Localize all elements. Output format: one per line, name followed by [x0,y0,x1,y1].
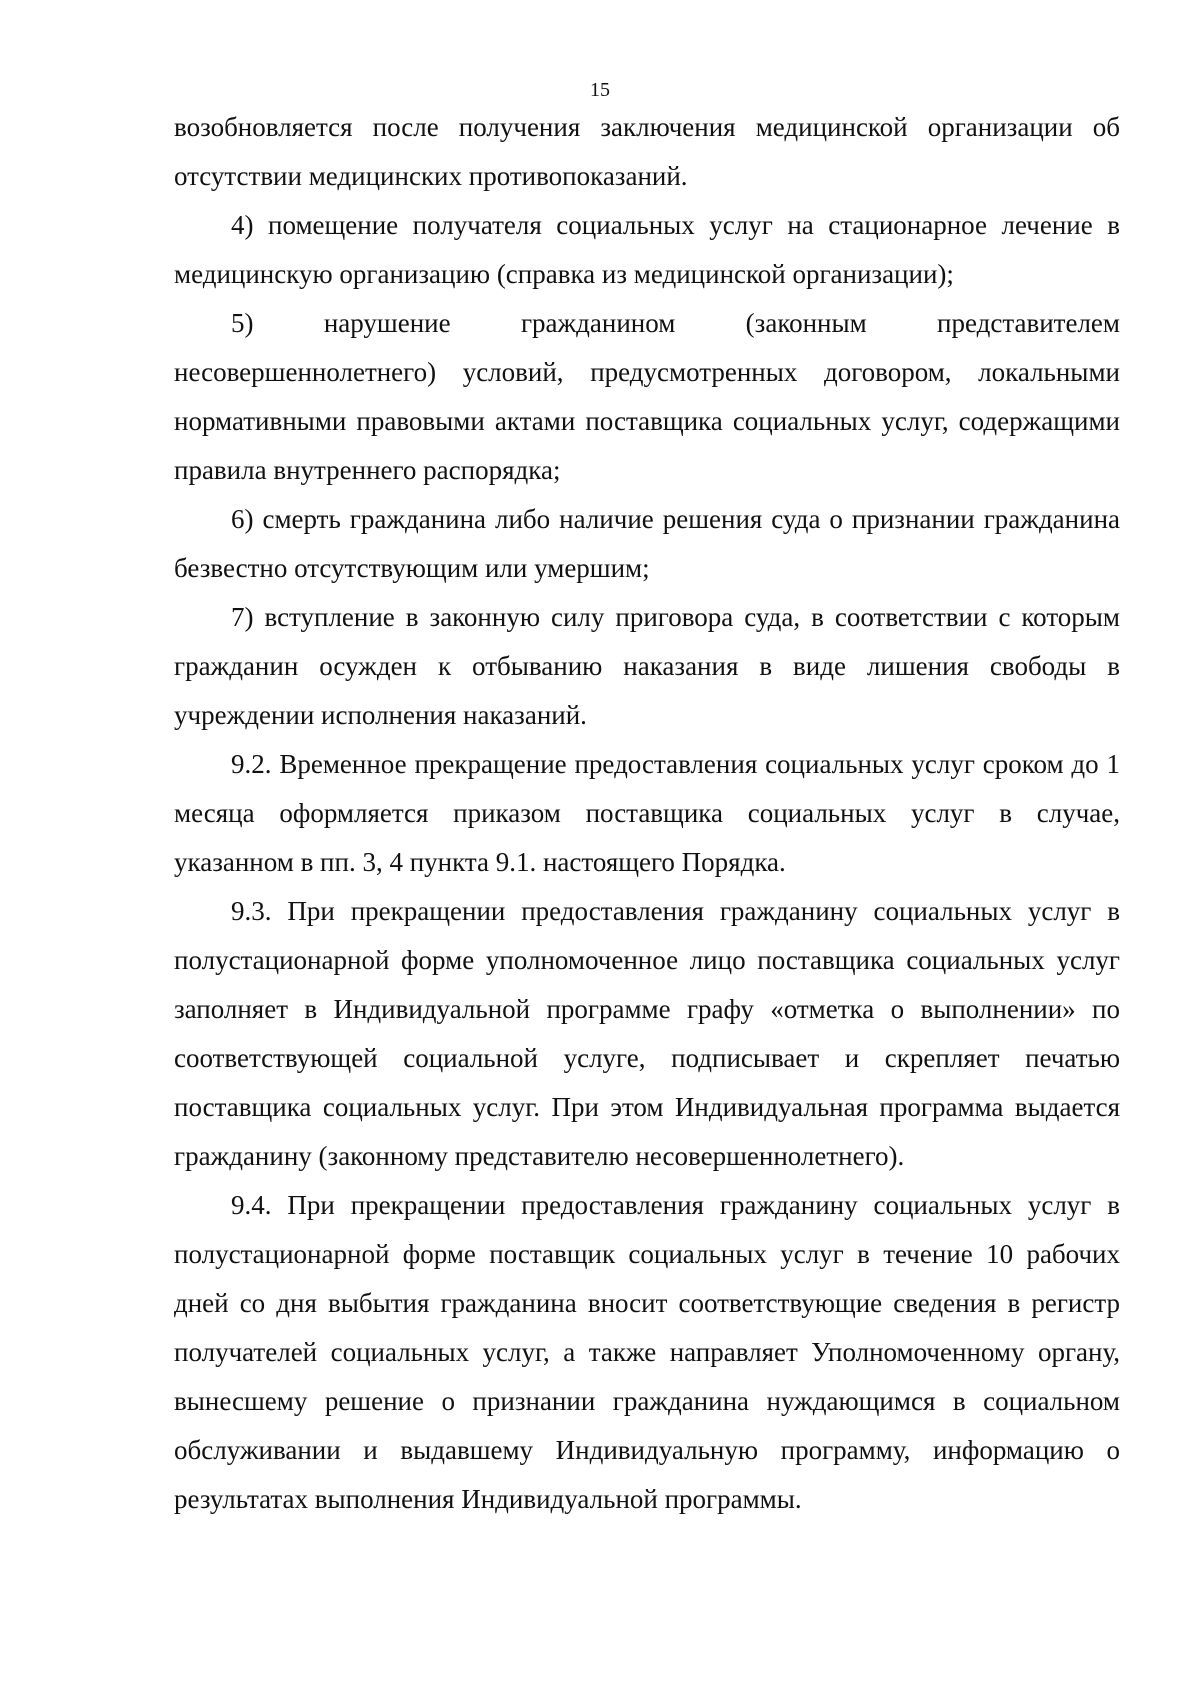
paragraph-item-5: 5) нарушение гражданином (законным представителем несовершеннолетнего) условий, предусмотренных договором, локальными нормативными правовыми актами поставщика социальных услуг, содержащими правила внутреннего распорядка; [174,308,1120,485]
paragraph-item-7: 7) вступление в законную силу приговора суда, в соответствии с которым гражданин осужден к отбыванию наказания в виде лишения свободы в учреждении исполнения наказаний. [174,602,1120,730]
paragraph-9-3: 9.3. При прекращении предоставления гражданину социальных услуг в полустационарной форме уполномоченное лицо поставщика социальных услуг заполняет в Индивидуальной программе графу «отметка о выполнении» по соответствующей социальной услуге, подписывает и скрепляет печатью поставщика социальных услуг. При этом Индивидуальная программа выдается гражданину (законному представителю несовершеннолетнего). [174,896,1120,1171]
page-number: 15 [590,79,610,101]
document-body [174,103,1120,1524]
paragraph-continuation: возобновляется после получения заключения медицинской организации об отсутствии медицинских противопоказаний. [174,112,1120,191]
paragraph-item-6: 6) смерть гражданина либо наличие решения суда о признании гражданина безвестно отсутствующим или умершим; [174,504,1120,583]
paragraph-9-2: 9.2. Временное прекращение предоставления социальных услуг сроком до 1 месяца оформляется приказом поставщика социальных услуг в случае, указанном в пп. 3, 4 пункта 9.1. настоящего Порядка. [174,749,1120,877]
paragraph-9-4: 9.4. При прекращении предоставления гражданину социальных услуг в полустационарной форме поставщик социальных услуг в течение 10 рабочих дней со дня выбытия гражданина вносит соответствующие сведения в регистр получателей социальных услуг, а также направляет Уполномоченному органу, вынесшему решение о признании гражданина нуждающимся в социальном обслуживании и выдавшему Индивидуальную программу, информацию о результатах выполнения Индивидуальной программы. [174,1190,1120,1514]
paragraph-item-4: 4) помещение получателя социальных услуг на стационарное лечение в медицинскую организацию (справка из медицинской организации); [174,210,1120,289]
